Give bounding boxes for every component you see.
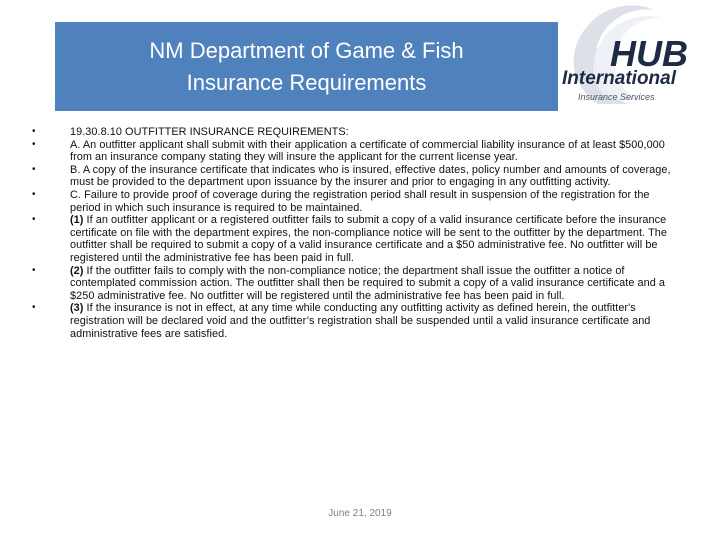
title-line-1: NM Department of Game & Fish	[149, 37, 464, 63]
list-item	[32, 126, 682, 139]
item-lead: (3)	[70, 302, 84, 315]
list-item	[32, 164, 682, 189]
bullet-icon: •	[32, 188, 36, 200]
item-text: 19.30.8.10 OUTFITTER INSURANCE REQUIREMENTS:	[70, 126, 349, 138]
logo-tagline-text: Insurance Services	[578, 92, 655, 102]
list-item	[32, 139, 682, 164]
list-item	[32, 214, 682, 264]
item-text: If an outfitter applicant or a registered outfitter fails to submit a copy of a valid insurance certificate before the insurance certificate on file with the department expires, the non-compliance notice will be sent to the outfitter by the department. The outfitter shall be required to submit a copy of a valid insurance certificate and a $50 administrative fee. No outfitter will be registered until the administrative fee has been paid in full.	[70, 214, 667, 264]
bullet-icon: •	[32, 138, 36, 150]
logo-hub-text: HUB	[610, 33, 688, 74]
item-text: Failure to provide proof of coverage during the registration period shall result in suspension of the registration for the period in which such insurance is required to be maintained.	[70, 188, 650, 214]
footer-date: June 21, 2019	[328, 508, 392, 519]
list-item	[32, 189, 682, 214]
bullet-icon: •	[32, 126, 36, 137]
item-text: If the insurance is not in effect, at any time while conducting any outfitting activity as defined herein, the outfitter's registration will be declared void and the outfitter’s registration shall be suspended until a valid insurance certificate and administrative fees are satisfied.	[70, 302, 651, 340]
bullet-icon: •	[32, 163, 36, 175]
item-lead: A.	[70, 138, 81, 151]
hub-international-logo	[558, 4, 704, 112]
item-lead: (2)	[70, 264, 84, 277]
list-item	[32, 265, 682, 303]
item-lead: C.	[70, 188, 81, 201]
item-text: If the outfitter fails to comply with the non-compliance notice; the department shall issue the outfitter a notice of contemplated commission action. The outfitter shall then be required to submit a copy of a valid insurance certificate and a $250 administrative fee. No outfitter will be registered until the administrative fee has been paid in full.	[70, 264, 666, 302]
list-item	[32, 302, 682, 340]
title-line-2: Insurance Requirements	[186, 69, 427, 95]
bullet-icon: •	[32, 264, 36, 276]
requirements-list	[32, 126, 682, 340]
item-text: An outfitter applicant shall submit with their application a certificate of commercial liability insurance of at least $500,000 from an insurance company stating they will insure the applicant for the current license year.	[70, 138, 665, 164]
bullet-icon: •	[32, 214, 36, 226]
item-text: A copy of the insurance certificate that indicates who is insured, effective dates, policy number and amounts of coverage, must be provided to the department upon issuance by the insurer and prior to engaging in any outfitting activity.	[70, 163, 671, 189]
item-lead: (1)	[70, 214, 84, 227]
item-lead: B.	[70, 163, 81, 176]
title-banner	[55, 22, 558, 111]
bullet-icon: •	[32, 302, 36, 314]
logo-international-text: International	[562, 68, 677, 89]
